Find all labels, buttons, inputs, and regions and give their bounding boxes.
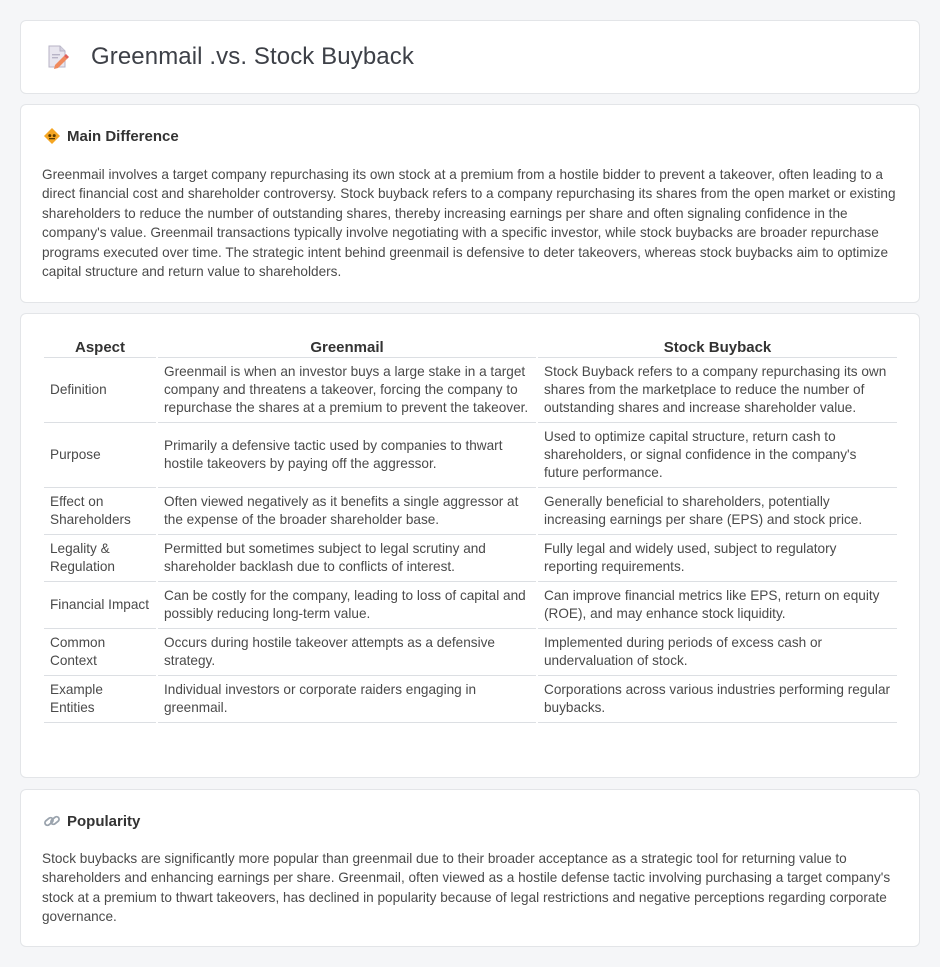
aspect-cell: Legality & Regulation [44, 535, 156, 582]
popularity-heading [43, 812, 140, 830]
header-card [20, 20, 920, 94]
main-difference-heading [43, 127, 179, 145]
link-icon [43, 812, 61, 830]
header-greenmail: Greenmail [158, 336, 536, 358]
stock-buyback-cell: Can improve financial metrics like EPS, return on equity (ROE), and may enhance stock liquidity. [538, 582, 897, 629]
aspect-cell: Effect on Shareholders [44, 488, 156, 535]
greenmail-cell: Individual investors or corporate raiders engaging in greenmail. [158, 676, 536, 723]
table-row [44, 676, 897, 723]
header-stock-buyback: Stock Buyback [538, 336, 897, 358]
stock-buyback-cell: Used to optimize capital structure, return cash to shareholders, or signal confidence in the company's future performance. [538, 423, 897, 488]
table-row [44, 423, 897, 488]
popularity-text: Stock buybacks are significantly more popular than greenmail due to their broader acceptance as a strategic tool for returning value to shareholders and enhancing earnings per share. Greenmail, often viewed as a hostile defense tactic involving purchasing a target company's stock at a premium to thwart takeovers, has declined in popularity because of legal restrictions and negative perceptions regarding corporate governance. [42, 851, 891, 925]
stock-buyback-cell: Stock Buyback refers to a company repurchasing its own shares from the marketplace to reduce the number of outstanding shares and increase shareholder value. [538, 358, 897, 423]
comparison-table [42, 336, 899, 723]
greenmail-cell: Greenmail is when an investor buys a large stake in a target company and threatens a takeover, forcing the company to repurchase the shares at a premium to prevent the takeover. [158, 358, 536, 423]
page-title: Greenmail .vs. Stock Buyback [91, 43, 414, 70]
table-row [44, 582, 897, 629]
aspect-cell: Financial Impact [44, 582, 156, 629]
stock-buyback-cell: Implemented during periods of excess cash or undervaluation of stock. [538, 629, 897, 676]
comparison-card [20, 313, 920, 778]
stock-buyback-cell: Fully legal and widely used, subject to regulatory reporting requirements. [538, 535, 897, 582]
greenmail-cell: Often viewed negatively as it benefits a single aggressor at the expense of the broader shareholder base. [158, 488, 536, 535]
popularity-title: Popularity [67, 812, 141, 830]
stock-buyback-cell: Generally beneficial to shareholders, potentially increasing earnings per share (EPS) and stock price. [538, 488, 897, 535]
aspect-cell: Example Entities [44, 676, 156, 723]
diamond-sign-icon [43, 127, 61, 145]
title-row [45, 43, 414, 71]
main-difference-card [20, 104, 920, 303]
table-row [44, 629, 897, 676]
table-row [44, 488, 897, 535]
greenmail-cell: Occurs during hostile takeover attempts as a defensive strategy. [158, 629, 536, 676]
greenmail-cell: Primarily a defensive tactic used by companies to thwart hostile takeovers by paying off the aggressor. [158, 423, 536, 488]
aspect-cell: Common Context [44, 629, 156, 676]
document-pencil-icon [45, 43, 71, 71]
greenmail-cell: Can be costly for the company, leading to loss of capital and possibly reducing long-term value. [158, 582, 536, 629]
stock-buyback-cell: Corporations across various industries performing regular buybacks. [538, 676, 897, 723]
greenmail-cell: Permitted but sometimes subject to legal scrutiny and shareholder backlash due to conflicts of interest. [158, 535, 536, 582]
popularity-card [20, 789, 920, 947]
main-difference-text: Greenmail involves a target company repurchasing its own stock at a premium from a hostile bidder to prevent a takeover, often leading to a direct financial cost and shareholder controversy. Stock buyback refers to a company repurchasing its shares from the open market or existing shareholders to reduce the number of outstanding shares, thereby increasing earnings per share and often signaling confidence in the company's value. Greenmail transactions typically involve negotiating with a specific investor, while stock buybacks are broader repurchase programs executed over time. The strategic intent behind greenmail is defensive to deter takeovers, whereas stock buybacks aim to optimize capital structure and return value to shareholders. [42, 167, 896, 280]
table-row [44, 535, 897, 582]
aspect-cell: Definition [44, 358, 156, 423]
table-row [44, 358, 897, 423]
main-difference-title: Main Difference [67, 127, 179, 145]
table-header-row [44, 336, 897, 358]
aspect-cell: Purpose [44, 423, 156, 488]
header-aspect: Aspect [44, 336, 156, 358]
